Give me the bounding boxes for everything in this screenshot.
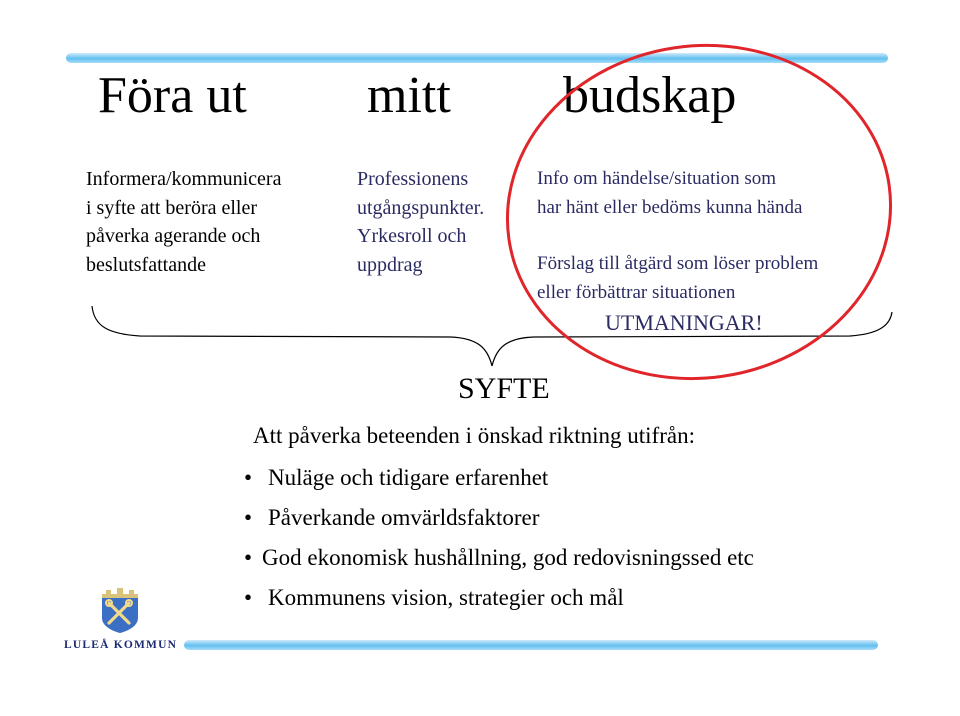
challenge-label: UTMANINGAR!	[605, 310, 763, 335]
middle-column-line: Professionens	[357, 168, 469, 190]
title-word-1: Föra ut	[98, 67, 247, 124]
lulea-crest-icon	[98, 586, 142, 634]
highlight-circle	[486, 21, 912, 403]
list-item-text: Påverkande omvärldsfaktorer	[268, 505, 540, 530]
list-item	[244, 545, 754, 585]
right-column-line: eller förbättrar situationen	[537, 281, 736, 303]
curly-brace	[92, 306, 892, 366]
right-column-line: Info om händelse/situation som	[537, 168, 777, 189]
right-column-line: har hänt eller bedöms kunna hända	[537, 196, 803, 218]
list-item	[244, 585, 754, 625]
list-item	[244, 505, 754, 545]
logo-text: LULEÅ KOMMUN	[64, 639, 178, 651]
middle-column-line: utgångspunkter.	[357, 196, 485, 219]
left-column-line: i syfte att beröra eller	[86, 196, 258, 219]
purpose-intro: Att påverka beteenden i önskad riktning utifrån:	[253, 423, 695, 448]
title-word-2: mitt	[367, 67, 451, 124]
middle-column-line: uppdrag	[357, 253, 423, 276]
list-item-text: Kommunens vision, strategier och mål	[268, 585, 624, 610]
syfte-heading: SYFTE	[458, 372, 550, 405]
left-column-line: Informera/kommunicera	[86, 168, 282, 190]
bullet-icon: •	[244, 505, 253, 530]
list-item	[244, 465, 754, 505]
list-item-text: Nuläge och tidigare erfarenhet	[268, 465, 549, 490]
bullet-icon: •	[244, 465, 253, 490]
title-word-3: budskap	[563, 67, 737, 124]
middle-column-line: Yrkesroll och	[357, 225, 467, 247]
list-item-text: God ekonomisk hushållning, god redovisningssed etc	[262, 545, 754, 570]
left-column-line: beslutsfattande	[86, 253, 206, 276]
left-column-line: påverka agerande och	[86, 225, 261, 247]
right-column-line: Förslag till åtgärd som löser problem	[537, 253, 819, 274]
bullet-icon: •	[244, 545, 253, 570]
bullet-list	[244, 465, 754, 625]
bullet-icon: •	[244, 585, 253, 610]
